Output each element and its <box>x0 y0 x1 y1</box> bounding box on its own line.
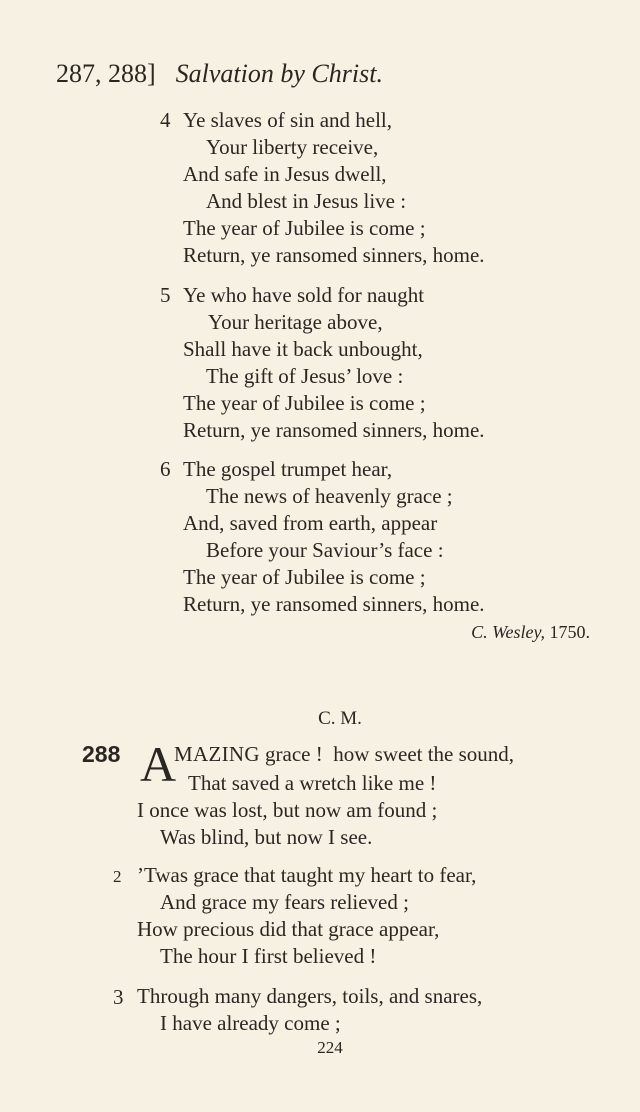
verse-line: Shall have it back unbought, <box>183 337 423 361</box>
first-verse-line <box>174 741 514 767</box>
attribution-author: C. Wesley, <box>471 622 545 642</box>
verse-line: And safe in Jesus dwell, <box>183 162 387 186</box>
hymn-attribution <box>471 620 590 644</box>
verse-line: The hour I first believed ! <box>160 944 377 968</box>
verse-line: Before your Saviour’s face : <box>206 538 444 562</box>
verse-number: 6 <box>160 457 171 481</box>
hymn-number: 288 <box>82 741 121 767</box>
running-head <box>56 56 383 92</box>
verse-line: Return, ye ransomed sinners, home. <box>183 418 485 442</box>
verse-line: The news of heavenly grace ; <box>206 484 453 508</box>
verse-line: ’Twas grace that taught my heart to fear, <box>137 863 477 887</box>
verse-line: That saved a wretch like me ! <box>188 771 437 795</box>
verse-line: Ye who have sold for naught <box>183 283 425 307</box>
verse-line: I have already come ; <box>160 1011 341 1035</box>
verse-line: I once was lost, but now am found ; <box>137 798 438 822</box>
verse-line: Return, ye ransomed sinners, home. <box>183 592 485 616</box>
verse-number: 5 <box>160 283 171 307</box>
verse-line: Your heritage above, <box>208 310 383 334</box>
header-title: Salvation by Christ. <box>175 59 383 88</box>
verse-number: 4 <box>160 108 171 132</box>
first-word-caps: MAZING <box>174 742 260 766</box>
verse-line: The year of Jubilee is come ; <box>183 216 426 240</box>
drop-cap: A <box>140 736 177 792</box>
verse-line: Through many dangers, toils, and snares, <box>137 984 483 1008</box>
verse-line: The gift of Jesus’ love : <box>206 364 404 388</box>
verse-line: Ye slaves of sin and hell, <box>183 108 393 132</box>
header-page-numbers: 287, 288] <box>56 59 156 88</box>
verse-line: The year of Jubilee is come ; <box>183 565 426 589</box>
verse-line: How precious did that grace appear, <box>137 917 440 941</box>
verse-line: The year of Jubilee is come ; <box>183 391 426 415</box>
verse-line: Your liberty receive, <box>206 135 379 159</box>
verse-line: And grace my fears relieved ; <box>160 890 409 914</box>
attribution-year: 1750. <box>549 622 590 642</box>
hymn-meter: C. M. <box>318 708 362 729</box>
verse-line: Return, ye ransomed sinners, home. <box>183 243 485 267</box>
verse-line: And blest in Jesus live : <box>206 189 407 213</box>
page-folio: 224 <box>317 1038 343 1057</box>
verse-number: 3 <box>113 985 124 1009</box>
verse-number: 2 <box>113 867 122 886</box>
verse-line: The gospel trumpet hear, <box>183 457 393 481</box>
verse-line: And, saved from earth, appear <box>183 511 438 535</box>
verse-line: Was blind, but now I see. <box>160 825 373 849</box>
first-line-rest: grace ! how sweet the sound, <box>259 742 515 766</box>
